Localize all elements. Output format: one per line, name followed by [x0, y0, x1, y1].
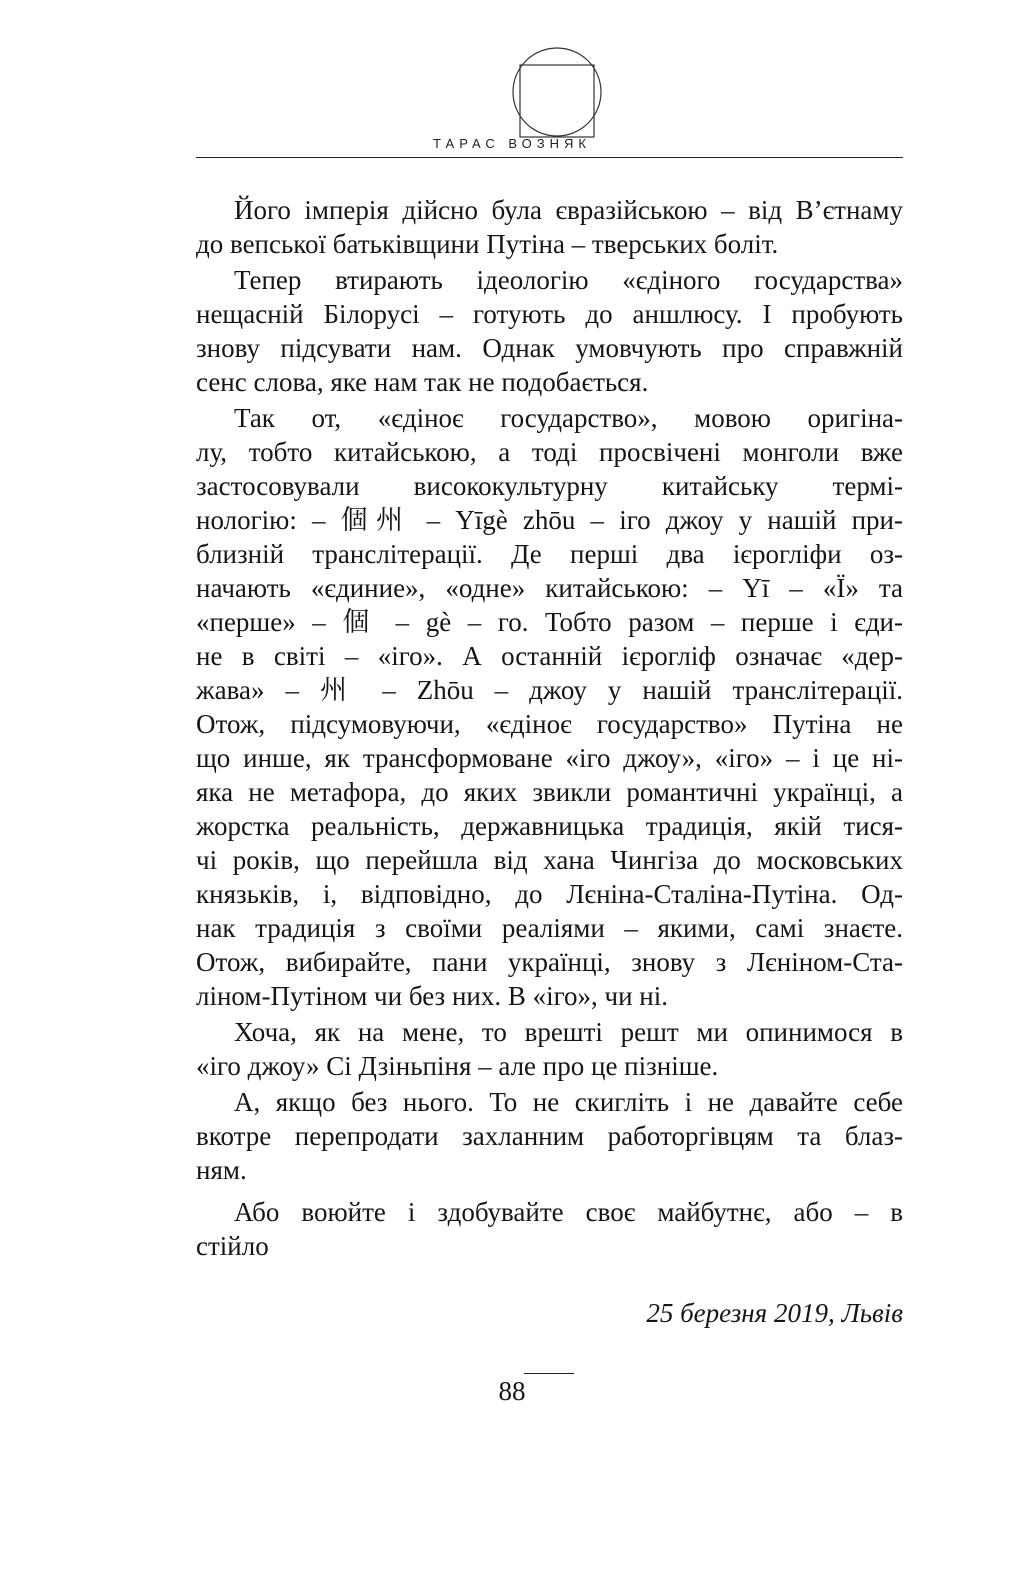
text-line: Так от, «єдіноє государство», мовою оригіна- — [234, 403, 903, 433]
text-line: ліном-Путіном чи без них. В «іго», чи ні. — [196, 981, 668, 1011]
text-line: сенс слова, яке нам так не подобається. — [196, 367, 649, 397]
body-text — [196, 193, 903, 1263]
text-line: начають «єдиние», «одне» китайською: – Yī – «Ї» та — [196, 573, 903, 603]
header-rule — [196, 157, 903, 158]
text-line: князьків, і, відповідно, до Лєніна-Сталіна-Путіна. Од- — [196, 879, 903, 909]
text-line: стійло — [196, 1231, 269, 1261]
text-line: «перше» – 個 – gè – го. Тобто разом – перше і єди- — [196, 607, 903, 637]
text-line: Отож, підсумовуючи, «єдіноє государство» Путіна не — [196, 709, 903, 739]
paragraph — [196, 263, 903, 399]
text-line: Або воюйте і здобувайте своє майбутнє, або – в — [234, 1197, 903, 1227]
text-line: що инше, як трансформоване «іго джоу», «іго» – і це ні- — [196, 743, 903, 773]
text-line: нологію: – 個州 – Yīgè zhōu – іго джоу у нашій при- — [196, 505, 903, 535]
paragraph — [196, 193, 903, 261]
text-line: «іго джоу» Сі Дзіньпіня – але про це пізніше. — [196, 1051, 719, 1081]
text-line: Тепер втирають ідеологію «єдіного государства» — [234, 265, 903, 295]
text-line: Його імперія дійсно була євразійською – від В’єтнаму — [234, 195, 903, 225]
text-line: чі років, що перейшла від хана Чингіза до московських — [196, 845, 903, 875]
paragraph — [196, 1195, 903, 1263]
text-line: жорстка реальність, державницька традиція, якій тися- — [196, 811, 903, 841]
paragraph — [196, 1085, 903, 1187]
text-line: Хоча, як на мене, то врешті решт ми опинимося в — [234, 1017, 903, 1047]
page-number: 88 — [498, 1376, 526, 1406]
text-line: близній транслітерації. Де перші два ієрогліфи оз- — [196, 539, 903, 569]
paragraph — [196, 401, 903, 1013]
text-line: не в світі – «іго». А останній ієрогліф означає «дер- — [196, 641, 903, 671]
text-line: яка не метафора, до яких звикли романтичні українці, а — [196, 777, 903, 807]
text-line: жава» – 州 – Zhōu – джоу у нашій транслітерації. — [196, 675, 903, 705]
text-line: ням. — [196, 1155, 247, 1185]
running-head: ТАРАС ВОЗНЯК — [433, 136, 591, 151]
dateline: 25 березня 2019, Львів — [646, 1298, 903, 1328]
text-line: А, якщо без нього. То не скигліть і не давайте себе — [234, 1087, 903, 1117]
text-line: Отож, вибирайте, пани українці, знову з Лєніном-Ста- — [196, 947, 903, 977]
text-line: нещасній Білорусі – готують до аншлюсу. І пробують — [196, 299, 903, 329]
text-line: до вепської батьківщини Путіна – тверських боліт. — [196, 229, 779, 259]
text-line: лу, тобто китайською, а тоді просвічені монголи вже — [196, 437, 903, 467]
text-line: нак традиція з своїми реаліями – якими, самі знаєте. — [196, 913, 903, 943]
circle-square-logo-icon — [511, 46, 603, 138]
paragraph — [196, 1015, 903, 1083]
text-line: знову підсувати нам. Однак умовчують про справжній — [196, 333, 903, 363]
text-line: застосовували висококультурну китайську термі- — [196, 471, 903, 501]
text-line: вкотре перепродати захланним работоргівцям та блаз- — [196, 1121, 903, 1151]
